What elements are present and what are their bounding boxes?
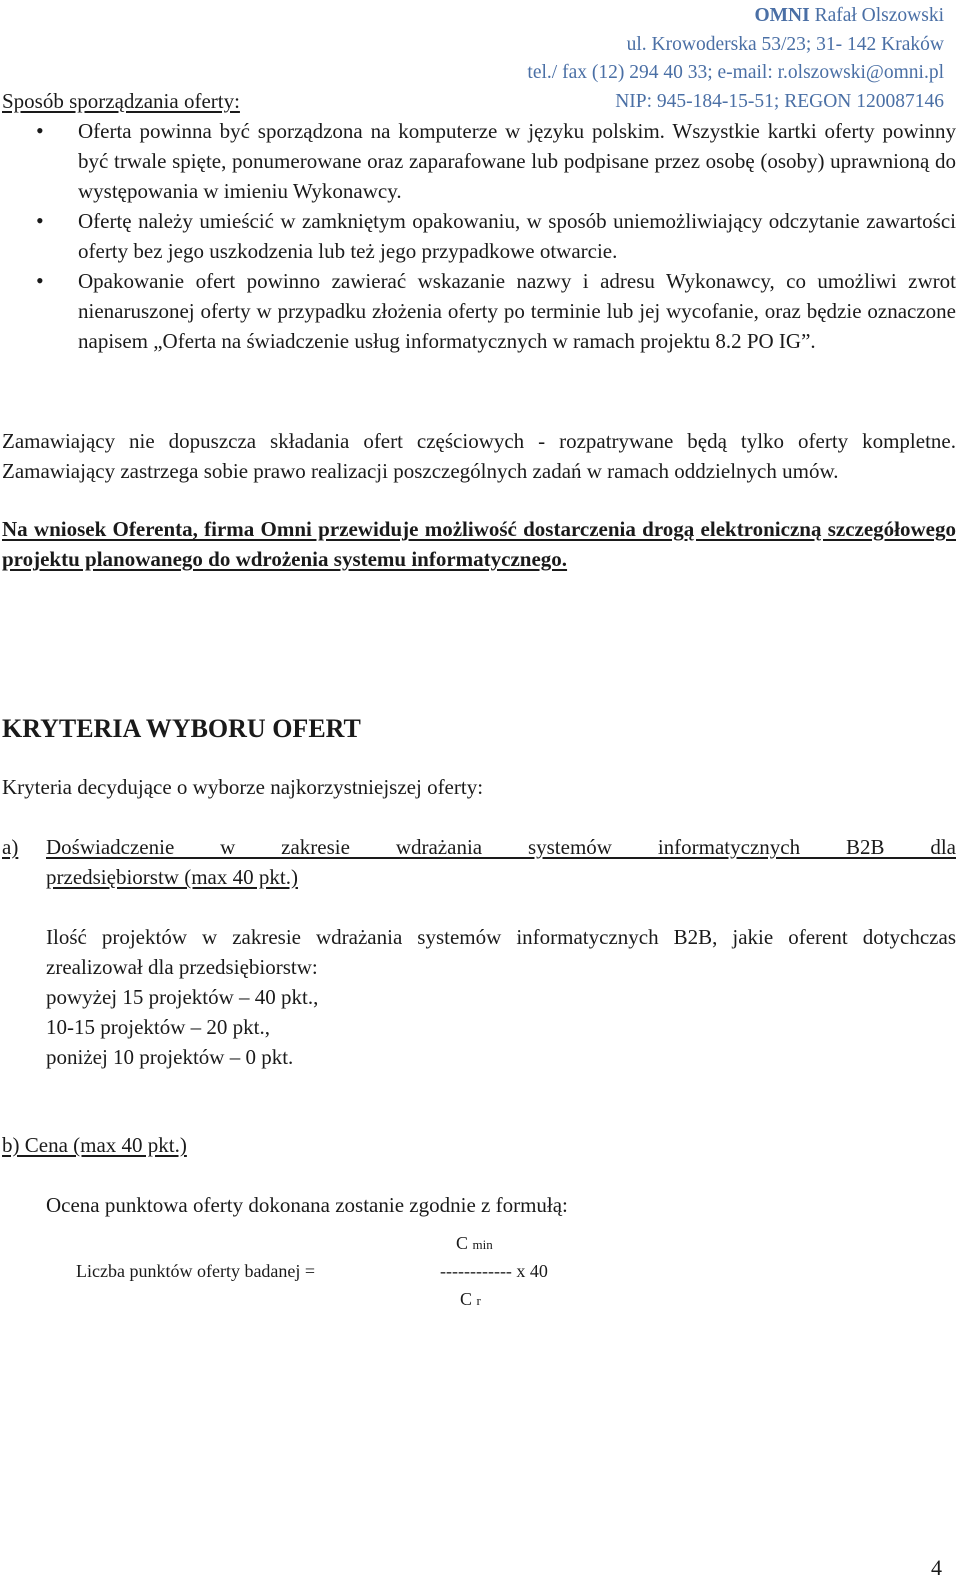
- criterion-a-title-cont: przedsiębiorstw (max 40 pkt.): [46, 865, 298, 889]
- electronic-project-paragraph: Na wniosek Oferenta, firma Omni przewiduje możliwość dostarczenia drogą elektroniczną szczegółowego projektu planowanego do wdrożenia systemu informatycznego.: [2, 517, 956, 571]
- list-item: • Ofertę należy umieścić w zamkniętym opakowaniu, w sposób uniemożliwiający odczytanie zawartości oferty bez jego uszkodzenia lub też jego przypadkowe otwarcie.: [2, 206, 956, 266]
- criterion-a: [2, 832, 956, 862]
- list-item: • Oferta powinna być sporządzona na komputerze w języku polskim. Wszystkie kartki oferty powinny być trwale spięte, ponumerowane oraz zaparafowane lub podpisane przez osobę (osoby) uprawnioną do występowania w imieniu Wykonawcy.: [2, 116, 956, 206]
- letterhead-ids: NIP: 945-184-15-51; REGON 120087146: [615, 90, 944, 112]
- criterion-a-title: Doświadczenie w zakresie wdrażania systemów informatycznych B2B dla: [46, 835, 956, 859]
- criteria-heading: KRYTERIA WYBORU OFERT: [2, 714, 361, 743]
- formula-divider: ------------ x 40: [440, 1261, 548, 1281]
- criterion-b-description: Ocena punktowa oferty dokonana zostanie zgodnie z formułą:: [46, 1193, 568, 1217]
- page-number: 4: [931, 1555, 942, 1580]
- criterion-b-title: b) Cena (max 40 pkt.): [2, 1133, 187, 1157]
- formula-label: Liczba punktów oferty badanej =: [76, 1261, 316, 1281]
- criterion-a-level: poniżej 10 projektów – 0 pkt.: [46, 1045, 294, 1069]
- owner-name: Rafał Olszowski: [814, 5, 944, 26]
- list-item: • Opakowanie ofert powinno zawierać wskazanie nazwy i adresu Wykonawcy, co umożliwi zwrot nienaruszonej oferty w przypadku złożenia oferty po terminie lub jej wycofanie, oraz będzie oznaczone napisem „Oferta na świadczenie usług informatycznych w ramach projektu 8.2 PO IG”.: [2, 266, 956, 356]
- criterion-a-description: Ilość projektów w zakresie wdrażania systemów informatycznych B2B, jakie oferent dotychczas zrealizował dla przedsiębiorstw:: [46, 925, 956, 979]
- partial-offers-paragraph: Zamawiający nie dopuszcza składania ofert częściowych - rozpatrywane będą tylko oferty kompletne. Zamawiający zastrzega sobie prawo realizacji poszczególnych zadań w ramach oddzielnych umów.: [2, 429, 956, 483]
- price-formula: [2, 1226, 956, 1316]
- offer-preparation-list: [2, 116, 956, 356]
- letterhead-name-line: [527, 2, 944, 31]
- letterhead-contact: tel./ fax (12) 294 40 33; e-mail: r.olszowski@omni.pl: [527, 62, 944, 83]
- formula-denominator: C r: [460, 1289, 481, 1309]
- criterion-a-label: a): [2, 835, 19, 859]
- brand-name: OMNI: [754, 5, 810, 26]
- letterhead-address: ul. Krowoderska 53/23; 31- 142 Kraków: [626, 33, 944, 55]
- criterion-a-level: 10-15 projektów – 20 pkt.,: [46, 1015, 270, 1039]
- formula-numerator: C min: [456, 1233, 493, 1253]
- document-body: [2, 86, 956, 1316]
- section-title-offer-preparation: Sposób sporządzania oferty:: [2, 89, 240, 113]
- criteria-intro: Kryteria decydujące o wyborze najkorzystniejszej oferty:: [2, 775, 484, 799]
- criterion-a-level: powyżej 15 projektów – 40 pkt.,: [46, 985, 319, 1009]
